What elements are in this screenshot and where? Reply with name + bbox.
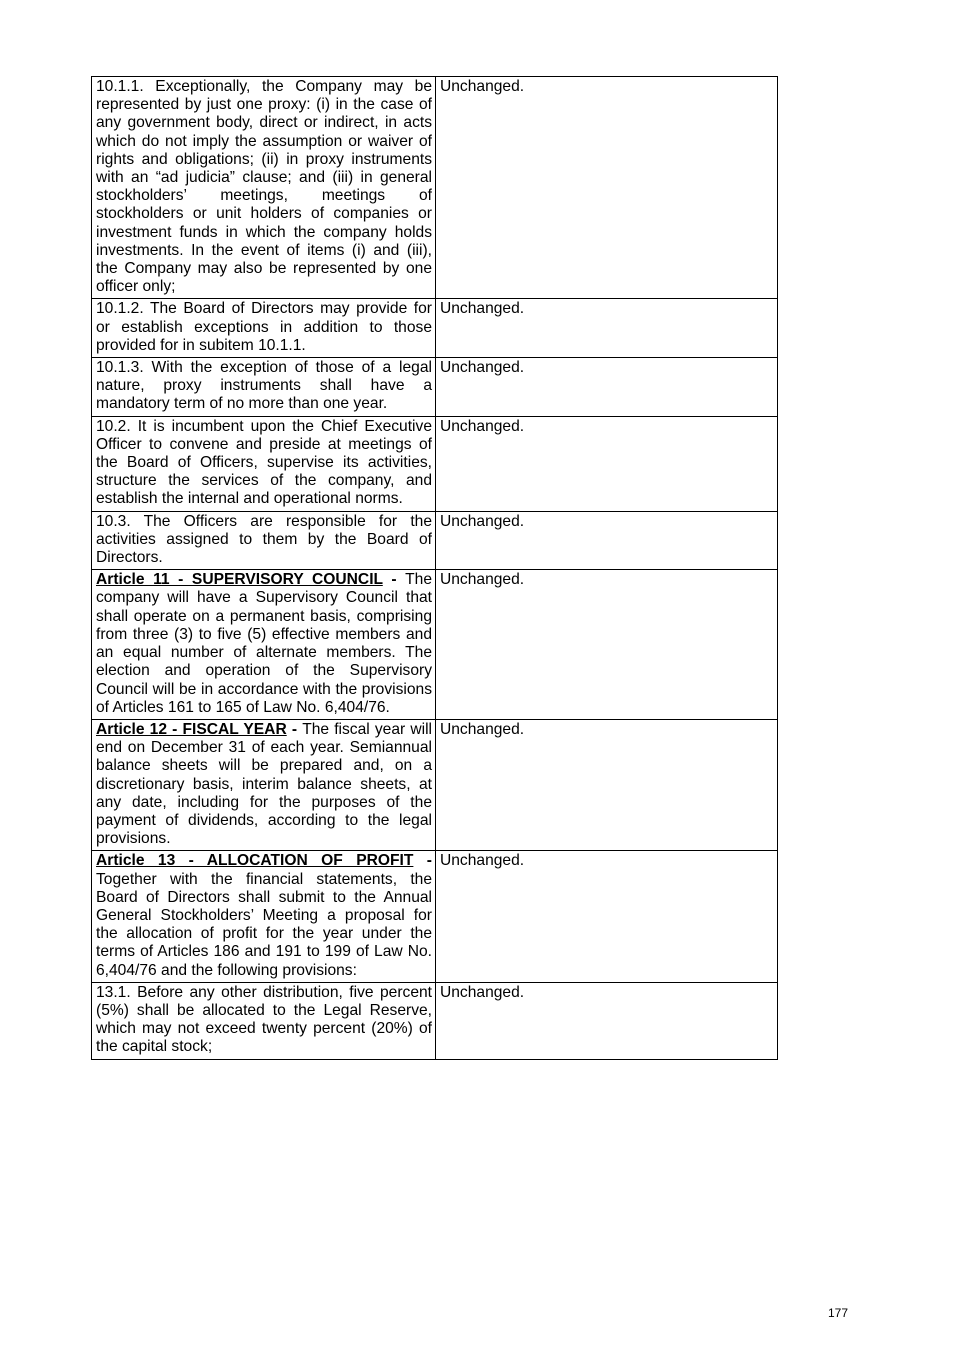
status-text: Unchanged. <box>440 512 525 530</box>
table-row <box>92 77 778 299</box>
article-dash: - <box>413 852 432 870</box>
table-row <box>92 416 778 511</box>
status-text: Unchanged. <box>440 983 525 1001</box>
proposed-text-cell <box>436 299 778 358</box>
original-text-cell <box>92 511 436 570</box>
clause-text: 13.1. Before any other distribution, five percent (5%) shall be allocated to the Legal Reserve, which may not exceed twenty percent (20%) of the capital stock; <box>96 983 432 1056</box>
status-text: Unchanged. <box>440 720 525 738</box>
original-text-cell <box>92 299 436 358</box>
clause-text: 10.1.2. The Board of Directors may provide for or establish exceptions in addition to those provided for in subitem 10.1.1. <box>96 300 432 354</box>
article-dash: - <box>286 720 303 738</box>
clause-text: 10.1.3. With the exception of those of a legal nature, proxy instruments shall have a mandatory term of no more than one year. <box>96 359 432 413</box>
table-row <box>92 358 778 417</box>
article-title: Article 13 - ALLOCATION OF PROFIT <box>96 852 414 870</box>
original-text-cell <box>92 982 436 1059</box>
status-text: Unchanged. <box>440 300 525 318</box>
proposed-text-cell <box>436 358 778 417</box>
original-text-cell <box>92 358 436 417</box>
table-row <box>92 851 778 982</box>
table-row <box>92 719 778 850</box>
original-text-cell <box>92 719 436 850</box>
status-text: Unchanged. <box>440 78 525 95</box>
table-row <box>92 511 778 570</box>
article-dash: - <box>382 571 406 589</box>
table-row <box>92 299 778 358</box>
comparison-table <box>91 76 778 1060</box>
clause-text: 10.3. The Officers are responsible for the activities assigned to them by the Board of Directors. <box>96 512 432 567</box>
table-row <box>92 570 778 720</box>
original-text-cell <box>92 851 436 982</box>
proposed-text-cell <box>436 570 778 720</box>
status-text: Unchanged. <box>440 852 525 870</box>
clause-text: The fiscal year will end on December 31 of each year. Semiannual balance sheets will be prepared and, on a discretionary basis, interim balance sheets, at any date, including for the purposes of the payment of dividends, according to the legal provisions. <box>96 720 433 848</box>
proposed-text-cell <box>436 77 778 299</box>
status-text: Unchanged. <box>440 417 525 435</box>
status-text: Unchanged. <box>440 571 525 589</box>
original-text-cell <box>92 570 436 720</box>
clause-text: 10.1.1. Exceptionally, the Company may be represented by just one proxy: (i) in the case of any government body, direct or indirect, in acts which do not imply the assumption or waiver of rights and obligations; (ii) in proxy instruments with an “ad judicia” clause; and (iii) in general stockholders’ meetings, meetings of stockholders or unit holders of companies or investment funds in which the company holds investments. In the event of items (i) and (iii), the Company may also be represented by one officer only; <box>96 78 432 296</box>
original-text-cell <box>92 77 436 299</box>
proposed-text-cell <box>436 851 778 982</box>
clause-text: The company will have a Supervisory Council that shall operate on a permanent basis, comprising from three (3) to five (5) effective members and an equal number of alternate members. The election and operation of the Supervisory Council will be in accordance with the provisions of Articles 161 to 165 of Law No. 6,404/76. <box>96 571 432 716</box>
original-text-cell <box>92 416 436 511</box>
proposed-text-cell <box>436 416 778 511</box>
table-row <box>92 982 778 1059</box>
proposed-text-cell <box>436 982 778 1059</box>
article-title: Article 12 - FISCAL YEAR <box>96 720 287 738</box>
clause-text: Together with the financial statements, the Board of Directors shall submit to the Annual General Stockholders’ Meeting a proposal for the allocation of profit for the year under the terms of Articles 186 and 191 to 199 of Law No. 6,404/76 and the following provisions: <box>96 870 432 979</box>
page-number: 177 <box>828 1306 849 1320</box>
proposed-text-cell <box>436 719 778 850</box>
article-title: Article 11 - SUPERVISORY COUNCIL <box>96 571 383 589</box>
proposed-text-cell <box>436 511 778 570</box>
status-text: Unchanged. <box>440 359 525 377</box>
clause-text: 10.2. It is incumbent upon the Chief Executive Officer to convene and preside at meetings of the Board of Officers, supervise its activities, structure the services of the company, and establish the internal and operational norms. <box>96 417 432 508</box>
